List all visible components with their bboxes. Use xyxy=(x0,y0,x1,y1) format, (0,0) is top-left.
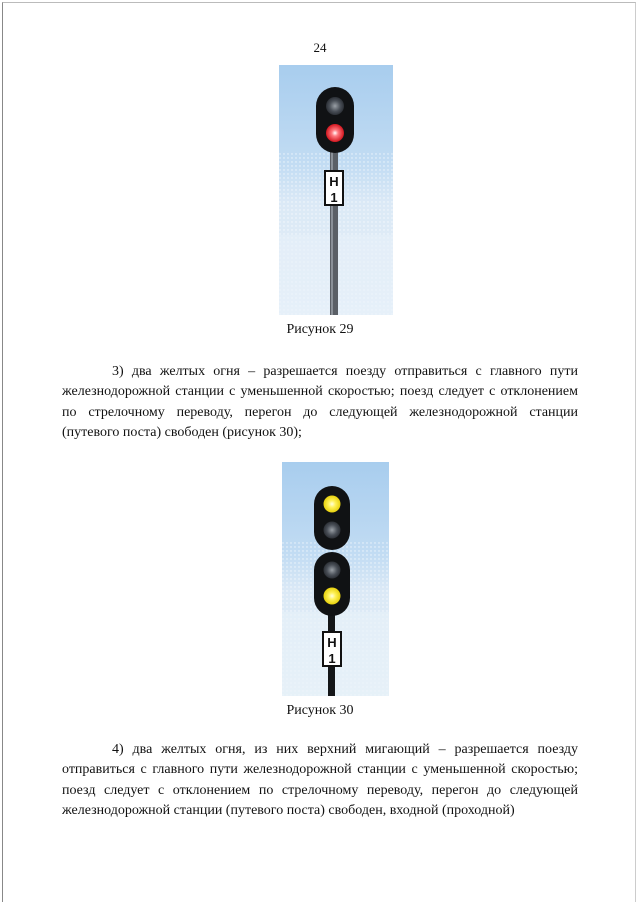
signal-single-head-illustration xyxy=(279,65,393,315)
signal-double-head-illustration xyxy=(282,462,389,696)
figure-30-image xyxy=(282,462,389,696)
signal-light-red xyxy=(326,124,344,142)
signal-head xyxy=(316,87,354,153)
signal-plate-number: 1 xyxy=(328,651,336,666)
signal-light-yellow-top xyxy=(324,496,341,513)
signal-plate-letter: Н xyxy=(329,174,339,189)
figure-29-caption: Рисунок 29 xyxy=(286,322,354,337)
signal-light-off-3 xyxy=(324,562,341,579)
signal-light-off-2 xyxy=(324,522,341,539)
figure-30-caption: Рисунок 30 xyxy=(286,703,354,718)
page-number: 24 xyxy=(313,40,327,55)
paragraph-3-text: 3) два желтых огня – разрешается поезду отправиться с главного пути железнодорожной станции с уменьшенной скоростью; поезд следует с отклонением по стрелочному переводу, перегон до следующей железнодорожной станции (путевого поста) свободен (рисунок 30); xyxy=(62,364,578,440)
paragraph-4-text: 4) два желтых огня, из них верхний мигающий – разрешается поезду отправиться с главного пути железнодорожной станции с уменьшенной скоростью; поезд следует с отклонением по стрелочному переводу, перегон до следующей железнодорожной станции (путевого поста) свободен, входной (проходной) xyxy=(62,742,578,818)
figure-29-image xyxy=(279,65,393,315)
signal-plate-number: 1 xyxy=(330,190,338,205)
signal-light-top-off xyxy=(326,97,344,115)
paragraph-3 xyxy=(62,362,578,443)
paragraph-4 xyxy=(62,740,578,821)
signal-plate-letter: Н xyxy=(327,635,337,650)
signal-light-yellow-bottom xyxy=(324,588,341,605)
